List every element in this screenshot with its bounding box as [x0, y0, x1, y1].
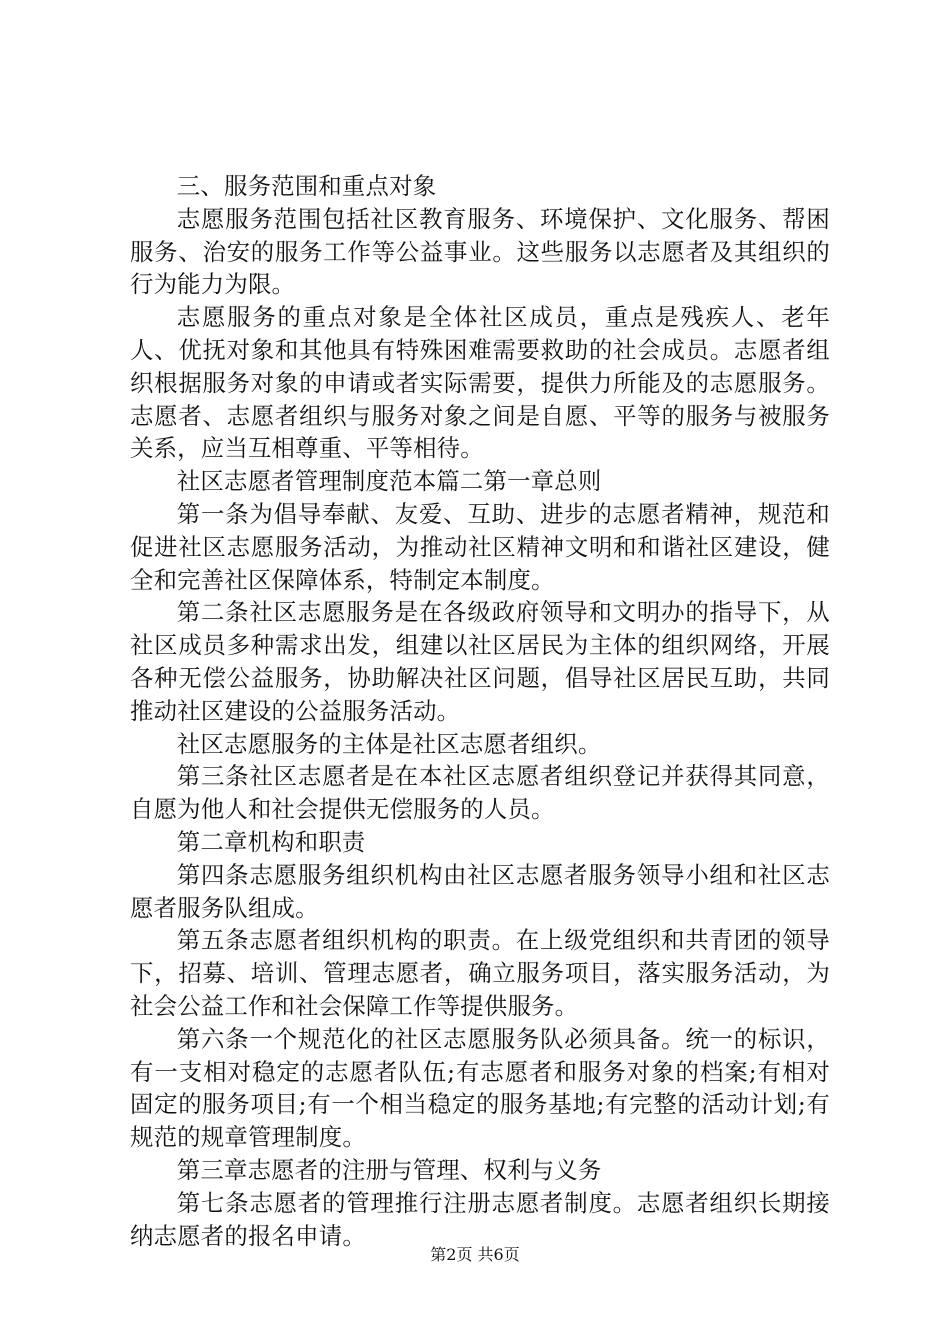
paragraph-key-targets: 志愿服务的重点对象是全体社区成员，重点是残疾人、老年人、优抚对象和其他具有特殊困难需要救助的社会成员。志愿者组织根据服务对象的申请或者实际需要，提供力所能及的志愿服务。志愿者、志愿者组织与服务对象之间是自愿、平等的服务与被服务关系，应当互相尊重、平等相待。 — [130, 303, 830, 463]
paragraph-article-6: 第六条一个规范化的社区志愿服务队必须具备。统一的标识，有一支相对稳定的志愿者队伍;有志愿者和服务对象的档案;有相对固定的服务项目;有一个相当稳定的服务基地;有完整的活动计划;有规范的规章管理制度。 — [130, 1024, 830, 1152]
paragraph-article-1: 第一条为倡导奉献、友爱、互助、进步的志愿者精神，规范和促进社区志愿服务活动，为推动社区精神文明和和谐社区建设，健全和完善社区保障体系，特制定本制度。 — [130, 499, 830, 594]
page-footer — [0, 1244, 950, 1266]
chapter-heading-3: 第三章志愿者的注册与管理、权利与义务 — [176, 1155, 602, 1184]
section-heading-service-scope: 三、服务范围和重点对象 — [176, 172, 437, 200]
paragraph-service-scope: 志愿服务范围包括社区教育服务、环境保护、文化服务、帮困服务、治安的服务工作等公益事业。这些服务以志愿者及其组织的行为能力为限。 — [130, 204, 830, 299]
paragraph-service-subject: 社区志愿服务的主体是社区志愿者组织。 — [176, 729, 602, 758]
paragraph-article-3: 第三条社区志愿者是在本社区志愿者组织登记并获得其同意，自愿为他人和社会提供无偿服务的人员。 — [130, 762, 830, 824]
section-heading-template-two: 社区志愿者管理制度范本篇二第一章总则 — [176, 467, 602, 496]
document-body — [130, 170, 830, 1252]
paragraph-article-4: 第四条志愿服务组织机构由社区志愿者服务领导小组和社区志愿者服务队组成。 — [130, 860, 830, 922]
chapter-heading-2: 第二章机构和职责 — [176, 827, 366, 856]
paragraph-article-5: 第五条志愿者组织机构的职责。在上级党组织和共青团的领导下，招募、培训、管理志愿者，确立服务项目，落实服务活动，为社会公益工作和社会保障工作等提供服务。 — [130, 926, 830, 1020]
paragraph-article-2: 第二条社区志愿服务是在各级政府领导和文明办的指导下，从社区成员多种需求出发，组建以社区居民为主体的组织网络，开展各种无偿公益服务，协助解决社区问题，倡导社区居民互助，共同推动社区建设的公益服务活动。 — [130, 598, 830, 725]
paragraph-article-7: 第七条志愿者的管理推行注册志愿者制度。志愿者组织长期接纳志愿者的报名申请。 — [130, 1188, 830, 1250]
page-number-label: 第2页 共6页 — [430, 1245, 520, 1264]
